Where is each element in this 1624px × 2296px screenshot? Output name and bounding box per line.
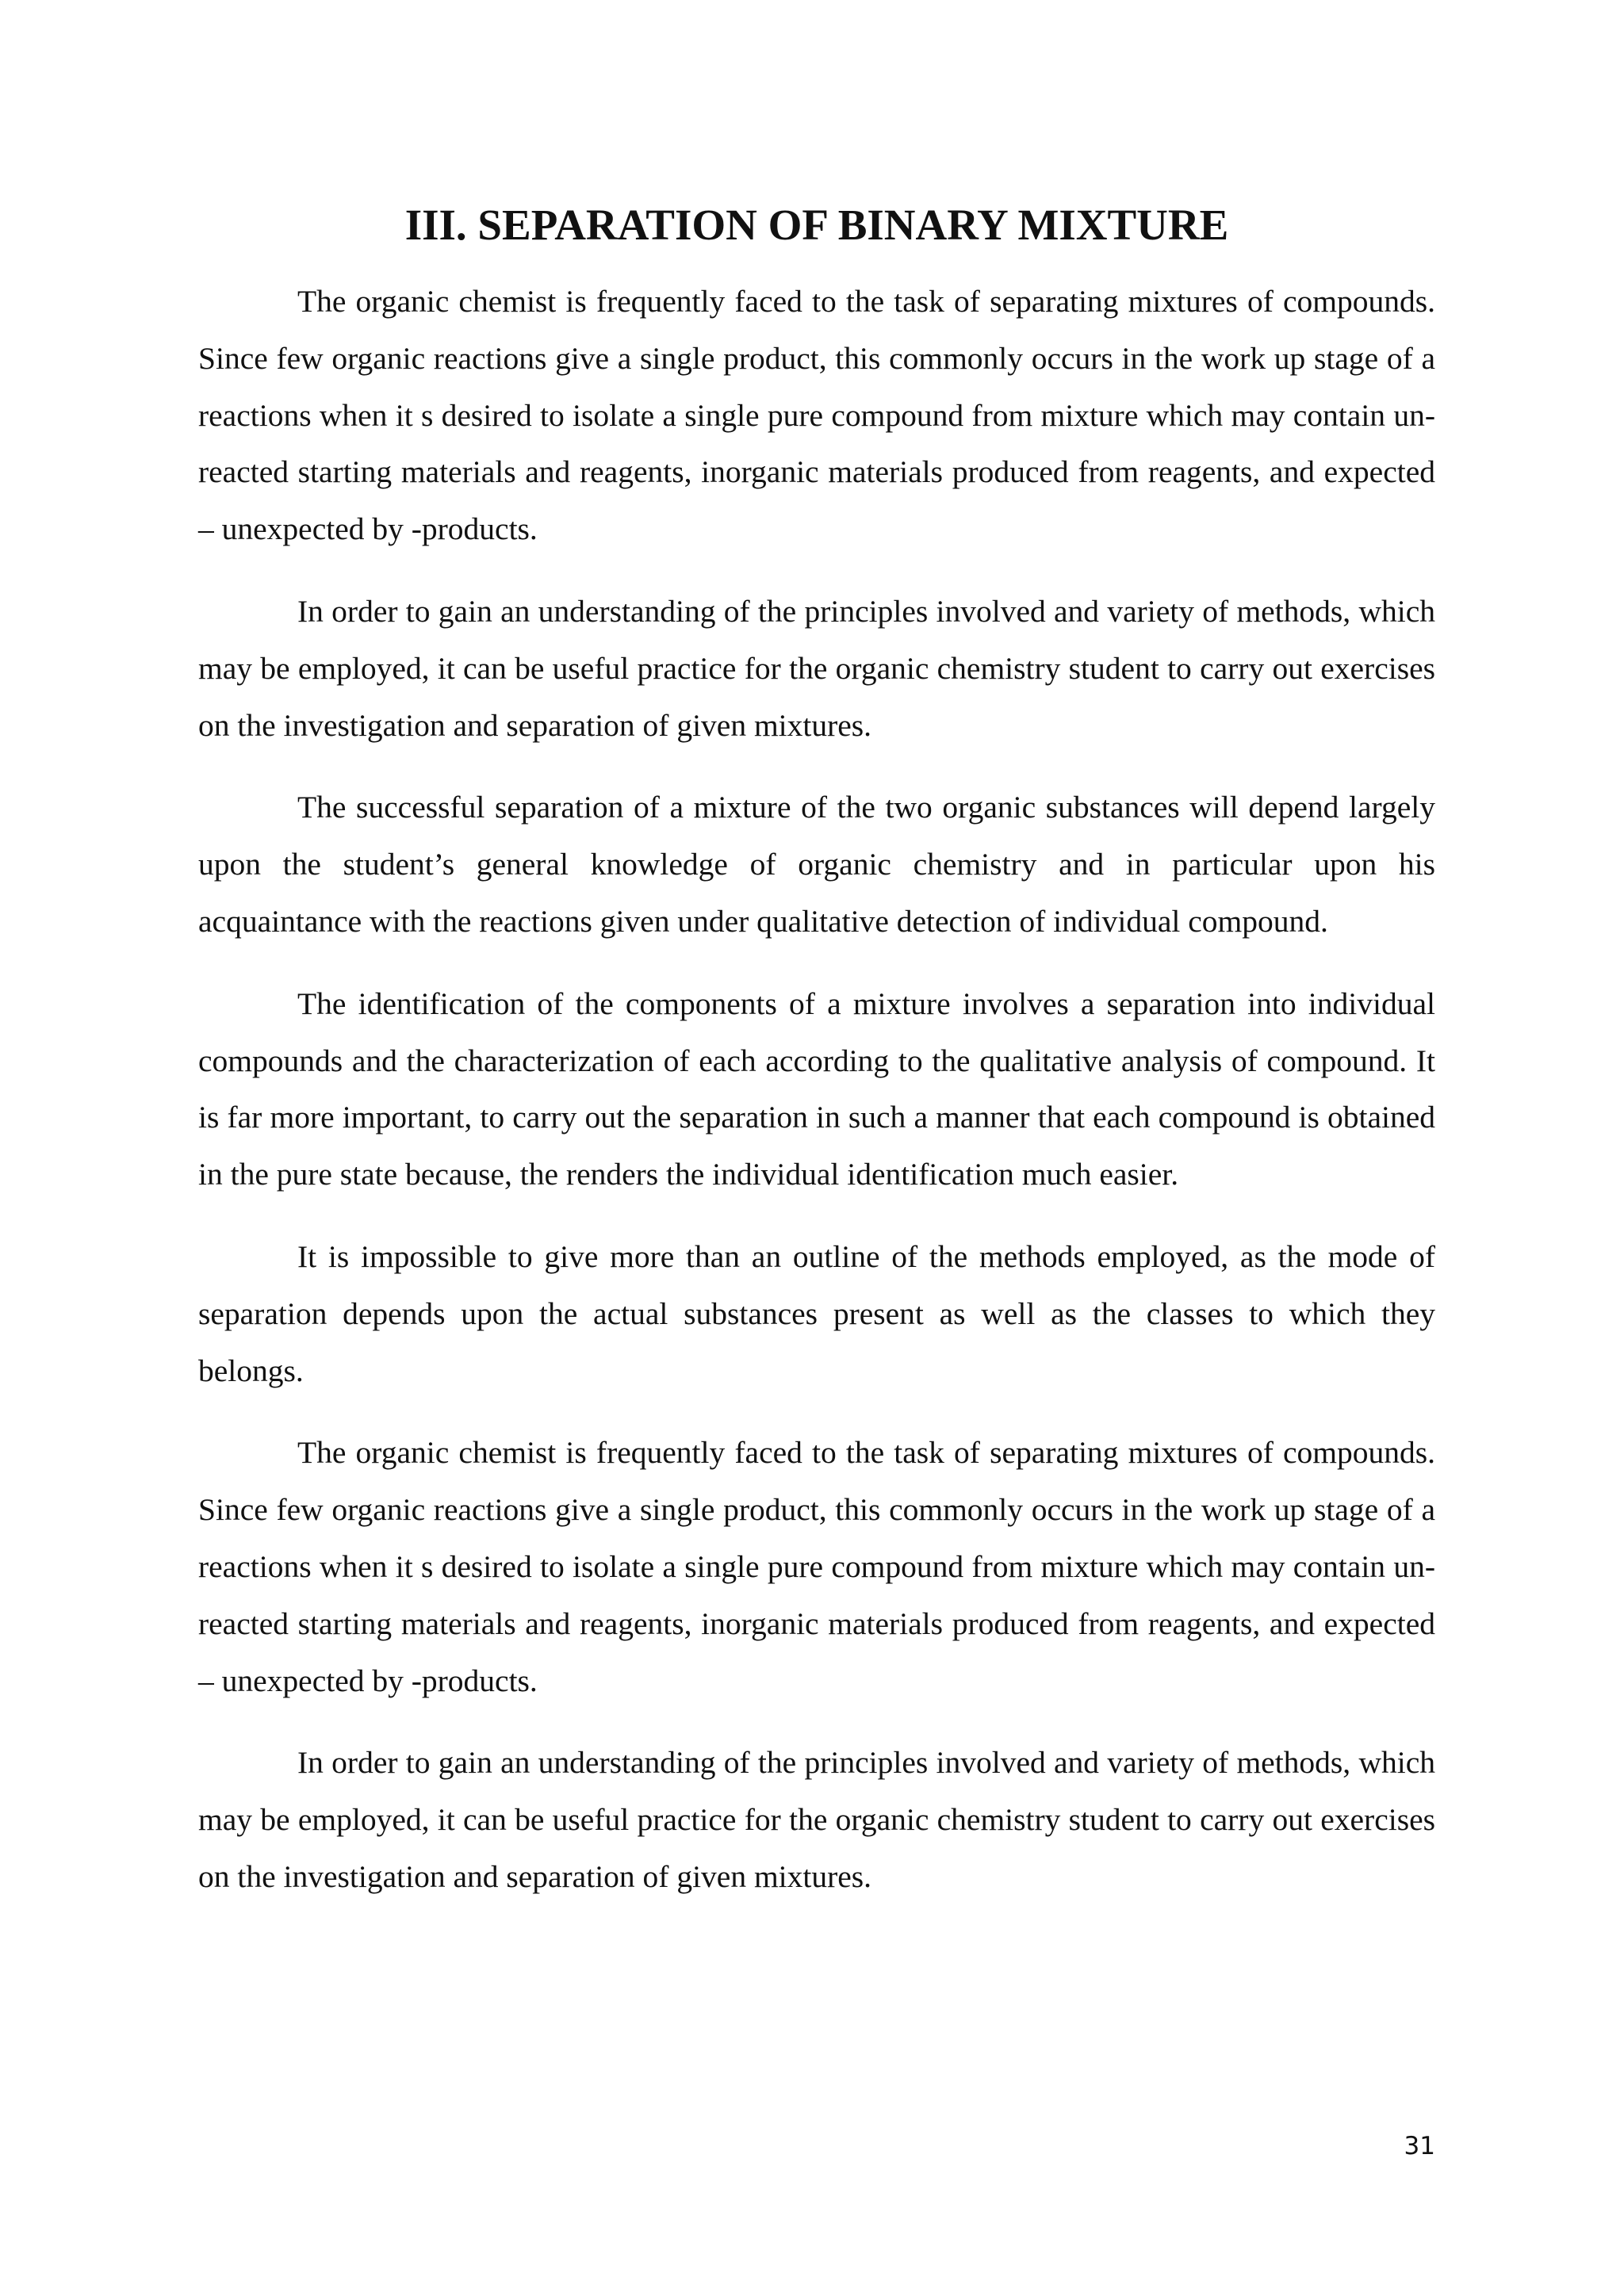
paragraph-6: The organic chemist is frequently faced to the task of separating mixtures of compounds. Since few organic reactions give a single product, this commonly occurs in the work up stage of a reactions when it s desired to isolate a single pure compound from mixture which may contain un-reacted starting materials and reagents, inorganic materials produced from reagents, and expected – unexpected by -products. [198,1435,1435,1698]
section-title: III. SEPARATION OF BINARY MIXTURE [404,201,1229,249]
paragraph-5: It is impossible to give more than an outline of the methods employed, as the mode of separation depends upon the actual substances present as well as the classes to which they belongs. [198,1238,1435,1388]
paragraph-2: In order to gain an understanding of the principles involved and variety of methods, which may be employed, it can be useful practice for the organic chemistry student to carry out exercises on the investigation and separation of given mixtures. [198,593,1435,743]
page-number: 31 [1404,2132,1435,2160]
body-text [198,274,1435,1931]
paragraph-1: The organic chemist is frequently faced to the task of separating mixtures of compounds. Since few organic reactions give a single product, this commonly occurs in the work up stage of a reactions when it s desired to isolate a single pure compound from mixture which may contain un-reacted starting materials and reagents, inorganic materials produced from reagents, and expected – unexpected by -products. [198,284,1435,547]
paragraph-4: The identification of the components of a mixture involves a separation into individual compounds and the characterization of each according to the qualitative analysis of compound. It is far more important, to carry out the separation in such a manner that each compound is obtained in the pure state because, the renders the individual identification much easier. [198,985,1435,1192]
paragraph-3: The successful separation of a mixture of the two organic substances will depend largely upon the student’s general knowledge of organic chemistry and in particular upon his acquaintance with the reactions given under qualitative detection of individual compound. [198,790,1435,939]
paragraph-7: In order to gain an understanding of the principles involved and variety of methods, which may be employed, it can be useful practice for the organic chemistry student to carry out exercises on the investigation and separation of given mixtures. [198,1745,1435,1894]
